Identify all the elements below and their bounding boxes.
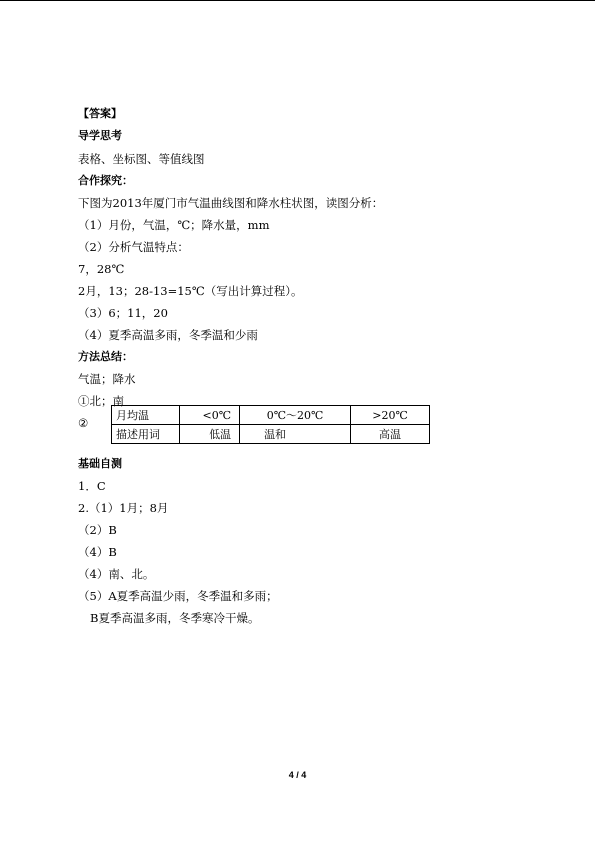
text-line: 2.（1）1月；8月 — [78, 501, 169, 515]
section-heading-cooperative-inquiry: 合作探究： — [78, 174, 133, 187]
text-line: （4）B — [78, 545, 117, 559]
table-cell: 0℃～20℃ — [240, 406, 351, 425]
table-cell: >20℃ — [351, 406, 430, 425]
answer-heading: 【答案】 — [78, 107, 122, 120]
text-line: 下图为2013年厦门市气温曲线图和降水柱状图，读图分析： — [78, 196, 384, 210]
table-row — [112, 425, 430, 444]
top-rule — [0, 0, 595, 1]
text-line: 表格、坐标图、等值线图 — [78, 152, 205, 166]
text-line: ①北；南 — [78, 394, 124, 408]
text-line: （3）6；11，20 — [78, 306, 168, 320]
section-heading-basic-self-test: 基础自测 — [78, 457, 122, 470]
temperature-description-table — [111, 405, 430, 444]
text-line: （4）夏季高温多雨，冬季温和少雨 — [78, 328, 258, 342]
table-cell: 描述用词 — [112, 425, 180, 444]
text-line: （2）B — [78, 523, 117, 537]
table-cell: <0℃ — [180, 406, 240, 425]
text-line: 7，28℃ — [78, 262, 125, 276]
text-line: （1）月份，气温，℃；降水量，mm — [78, 218, 270, 232]
text-line: B夏季高温多雨，冬季寒冷干燥。 — [90, 611, 260, 625]
table-cell: 低温 — [180, 425, 240, 444]
section-heading-guided-thinking: 导学思考 — [78, 129, 122, 142]
text-line: （2）分析气温特点： — [78, 240, 189, 254]
text-line: （5）A夏季高温少雨，冬季温和多雨； — [78, 589, 278, 603]
text-line: 气温；降水 — [78, 372, 136, 386]
text-line: ② — [78, 416, 89, 430]
section-heading-method-summary: 方法总结： — [78, 350, 133, 363]
page-number: 4 / 4 — [288, 770, 307, 780]
table-cell: 高温 — [351, 425, 430, 444]
table-cell: 月均温 — [112, 406, 180, 425]
text-line: 1．C — [78, 479, 106, 493]
table-row — [112, 406, 430, 425]
table-cell: 温和 — [240, 425, 351, 444]
text-line: 2月，13；28-13=15℃（写出计算过程）。 — [78, 284, 303, 298]
text-line: （4）南、北。 — [78, 567, 155, 581]
